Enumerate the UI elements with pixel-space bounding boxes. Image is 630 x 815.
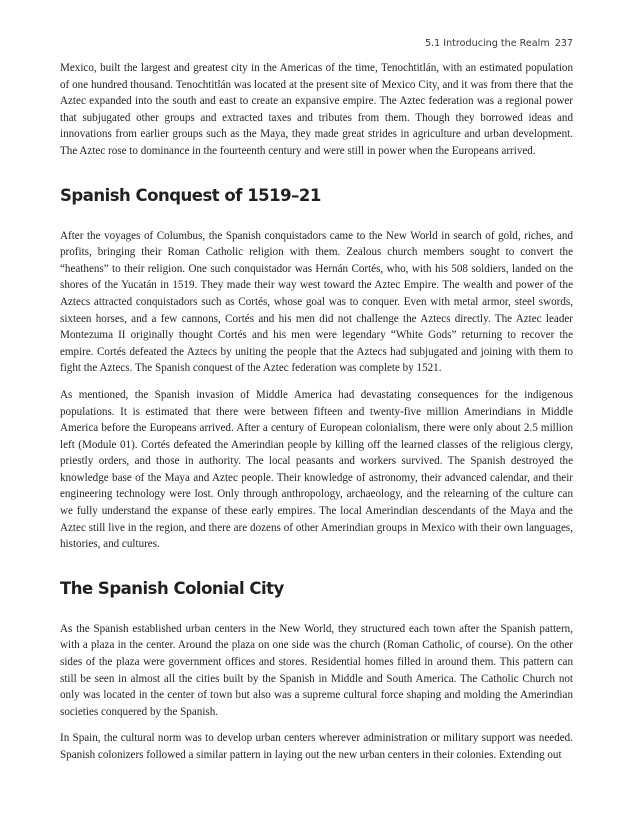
- colonial-city-paragraph-1: As the Spanish established urban centers in the New World, they structured each town after the Spanish pattern, with a plaza in the center. Around the plaza on one side was the church (Roman Catholic, of course). On the other sides of the plaza were government offices and stores. Residential homes filled in around them. This pattern can still be seen in almost all the cities built by the Spanish in Middle and South America. The Catholic Church not only was located in the center of town but also was a supreme cultural force shaping and molding the Amerindian societies conquered by the Spanish.: [60, 622, 573, 718]
- running-head: [425, 38, 573, 49]
- page-content: [60, 60, 573, 774]
- heading-spanish-conquest: Spanish Conquest of 1519–21: [60, 185, 321, 205]
- running-head-section: 5.1 Introducing the Realm: [424, 38, 550, 49]
- colonial-city-paragraph-2: In Spain, the cultural norm was to develop urban centers wherever administration or military support was needed. Spanish colonizers followed a similar pattern in laying out the new urban centers in their colonies. Extending out: [60, 732, 573, 761]
- page-number: 237: [554, 38, 573, 49]
- heading-spanish-colonial-city: The Spanish Colonial City: [60, 578, 284, 598]
- book-page: [60, 0, 573, 815]
- conquest-paragraph-2: As mentioned, the Spanish invasion of Middle America had devastating consequences for the indigenous populations. It is estimated that there were between fifteen and twenty-five million Amerindians in Middle America before the Europeans arrived. After a century of European colonialism, there were only about 2.5 million left (Module 01). Cortés defeated the Amerindian people by killing off the learned classes of the religious clergy, priestly orders, and those in authority. The local peasants and workers survived. The Spanish destroyed the knowledge base of the Maya and Aztec people. Their knowledge of astronomy, their advanced calendar, and their engineering technology were lost. Only through anthropology, archaeology, and the relearning of the culture can we fully understand the expanse of these early empires. The local Amerindian descendants of the Maya and the Aztec still live in the region, and there are dozens of other Amerindian groups in Mexico with their own languages, histories, and cultures.: [60, 388, 573, 551]
- conquest-paragraph-1: After the voyages of Columbus, the Spanish conquistadors came to the New World in search of gold, riches, and profits, bringing their Roman Catholic religion with them. Zealous church members sought to convert the “heathens” to their religion. One such conquistador was Hernán Cortés, who, with his 508 soldiers, landed on the shores of the Yucatán in 1519. They made their way west toward the Aztec Empire. The wealth and power of the Aztecs attracted conquistadors such as Cortés, whose goal was to conquer. Even with metal armor, steel swords, sixteen horses, and a few cannons, Cortés and his men did not challenge the Aztecs directly. The Aztec leader Montezuma II originally thought Cortés and his men were legendary “White Gods” returning to recover the empire. Cortés defeated the Aztecs by uniting the people that the Aztecs had subjugated and joining with them to fight the Aztecs. The Spanish conquest of the Aztec federation was complete by 1521.: [60, 229, 573, 375]
- intro-paragraph: Mexico, built the largest and greatest city in the Americas of the time, Tenochtitlán, with an estimated population of one hundred thousand. Tenochtitlán was located at the present site of Mexico City, and it was from there that the Aztec expanded into the south and east to create an expansive empire. The Aztec federation was a regional power that subjugated other groups and extracted taxes and tributes from them. Though they borrowed ideas and innovations from earlier groups such as the Maya, they made great strides in agriculture and urban development. The Aztec rose to dominance in the fourteenth century and were still in power when the Europeans arrived.: [60, 62, 573, 157]
